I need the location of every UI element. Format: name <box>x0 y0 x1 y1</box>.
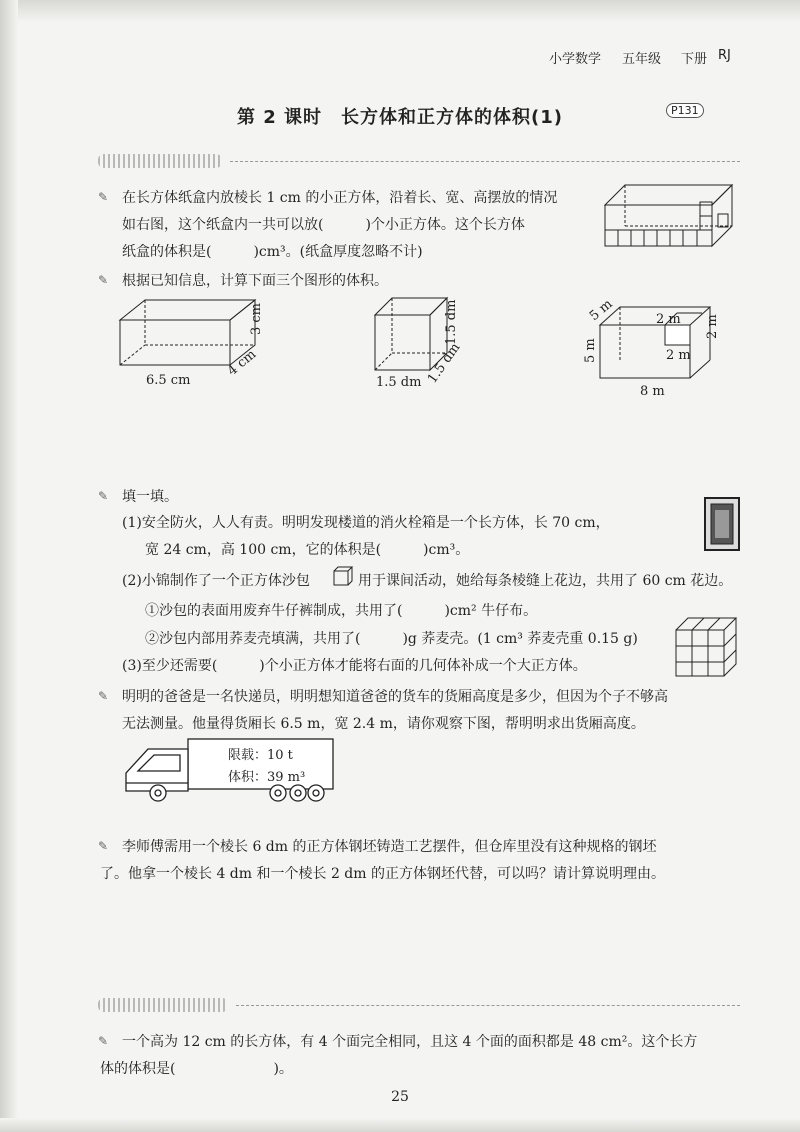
fig3-cut-label-1: 2 m <box>656 312 681 327</box>
cuboid-figure-1 <box>110 290 270 400</box>
q4-line2: 无法测量。他量得货厢长 6.5 m，宽 2.4 m，请你观察下图，帮明明求出货厢高度。 <box>122 716 645 732</box>
question-marker-icon: ✎ <box>98 489 109 503</box>
truck-load-label: 限载：10 t <box>228 748 293 763</box>
q3-part1-line1: (1)安全防火，人人有责。明明发现楼道的消火栓箱是一个长方体，长 70 cm， <box>122 515 610 531</box>
q2-text: 根据已知信息，计算下面三个图形的体积。 <box>122 273 388 289</box>
q3-part2-line1a: (2)小锦制作了一个正方体沙包 <box>122 573 310 589</box>
question-marker-icon: ✎ <box>98 689 109 703</box>
section-divider <box>230 161 740 162</box>
q3-heading: 填一填。 <box>122 489 178 505</box>
fig3-depth-label: 5 m <box>586 296 616 325</box>
page-ref-badge: P131 <box>666 103 704 118</box>
q6-line1: 一个高为 12 cm 的长方体，有 4 个面完全相同，且这 4 个面的面积都是 48 cm²。这个长方 <box>122 1034 698 1050</box>
cube-figure-2 <box>370 290 480 390</box>
header-grade: 五年级 <box>622 52 662 67</box>
fig1-length-label: 6.5 cm <box>146 373 191 388</box>
page-title: 第 2 课时 长方体和正方体的体积(1) <box>236 107 564 128</box>
notched-cuboid-figure-3 <box>580 295 720 400</box>
question-marker-icon: ✎ <box>98 273 109 287</box>
section-divider <box>236 1005 740 1006</box>
fig2-bottom-edge-label: 1.5 dm <box>376 375 422 390</box>
q1-line3: 纸盒的体积是( )cm³。(纸盒厚度忽略不计) <box>122 244 423 260</box>
header-edition: RJ <box>718 48 731 63</box>
section-banner-decoration <box>98 154 222 168</box>
q1-line2: 如右图，这个纸盒内一共可以放( )个小正方体。这个长方体 <box>122 217 525 233</box>
q5-line2: 了。他拿一个棱长 4 dm 和一个棱长 2 dm 的正方体钢坯代替，可以吗？请计算说明理由。 <box>100 866 665 882</box>
question-marker-icon: ✎ <box>98 1034 109 1048</box>
sandbag-cube-icon <box>332 565 354 587</box>
fig3-height-label: 5 m <box>583 338 598 363</box>
fig3-cut-label-2: 2 m <box>705 314 720 339</box>
q3-part3: (3)至少还需要( )个小正方体才能将右面的几何体补成一个大正方体。 <box>122 658 587 674</box>
scan-edge-bottom <box>0 1118 800 1132</box>
q6-line2: 体的体积是( )。 <box>100 1061 293 1077</box>
fig2-height-label: 1.5 dm <box>444 299 459 345</box>
q3-part1-line2: 宽 24 cm，高 100 cm，它的体积是( )cm³。 <box>145 542 470 558</box>
fig3-cut-label-3: 2 m <box>666 348 691 363</box>
fire-hydrant-box-image <box>703 496 743 554</box>
header-term: 下册 <box>681 52 708 67</box>
section-banner-decoration <box>98 998 228 1012</box>
question-marker-icon: ✎ <box>98 839 109 853</box>
q3-part2-line1b: 用于课间活动，她给每条棱缝上花边，共用了 60 cm 花边。 <box>358 573 733 589</box>
fig3-length-label: 8 m <box>640 384 665 399</box>
box-with-cubes-figure <box>600 178 750 253</box>
q5-line1: 李师傅需用一个棱长 6 dm 的正方体钢坯铸造工艺摆件，但仓库里没有这种规格的钢坯 <box>122 839 657 855</box>
q3-part2-a: ①沙包的表面用废弃牛仔裤制成，共用了( )cm² 牛仔布。 <box>145 603 538 619</box>
scan-edge-top <box>0 0 800 22</box>
scan-edge-left <box>0 0 18 1132</box>
fig1-height-label: 3 cm <box>249 302 264 335</box>
q3-part2-b: ②沙包内部用荞麦壳填满，共用了( )g 荞麦壳。(1 cm³ 荞麦壳重 0.15 g) <box>145 631 638 647</box>
header-subject: 小学数学 <box>549 52 602 67</box>
q1-line1: 在长方体纸盒内放棱长 1 cm 的小正方体，沿着长、宽、高摆放的情况 <box>122 190 558 206</box>
fig2-side-edge-label: 1.5 dm <box>424 340 464 387</box>
delivery-truck-image <box>118 735 338 803</box>
cube-stack-figure <box>672 606 744 678</box>
fig1-width-label: 4 cm <box>224 346 260 380</box>
page-number: 25 <box>391 1089 409 1105</box>
question-marker-icon: ✎ <box>98 190 109 204</box>
truck-volume-label: 体积：39 m³ <box>228 770 306 785</box>
q4-line1: 明明的爸爸是一名快递员，明明想知道爸爸的货车的货厢高度是多少，但因为个子不够高 <box>122 689 668 705</box>
